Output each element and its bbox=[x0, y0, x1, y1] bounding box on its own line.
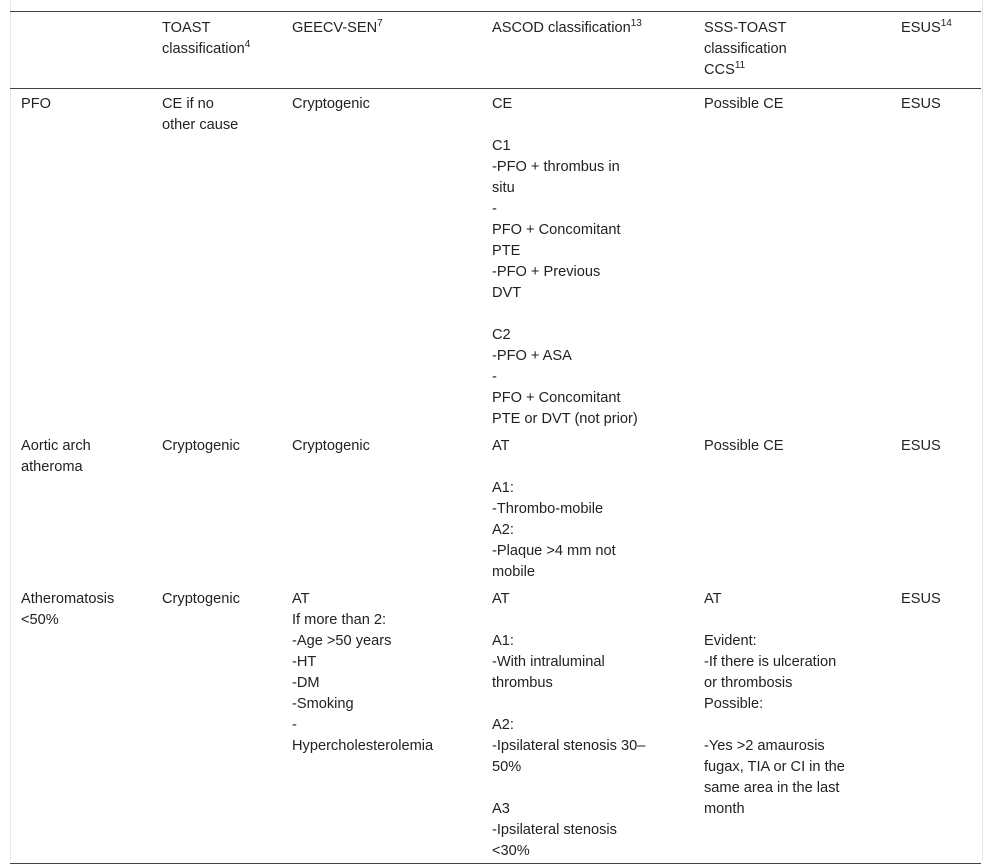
cell-condition: Atheromatosis <50% bbox=[21, 591, 115, 628]
header-toast: TOAST classification$^4$ bbox=[162, 20, 251, 57]
table-row-pfo bbox=[10, 89, 981, 432]
cell-ssstoast: Possible CE bbox=[704, 438, 784, 454]
header-ascod: ASCOD classification$^{13}$ bbox=[492, 18, 642, 36]
header-condition bbox=[10, 12, 151, 89]
header-esus: ESUS$^{14}$ bbox=[901, 18, 952, 36]
table-body bbox=[10, 89, 981, 864]
cell-condition: PFO bbox=[21, 96, 51, 112]
cell-condition: Aortic arch atheroma bbox=[21, 438, 91, 475]
table-row-aortic-arch bbox=[10, 431, 981, 584]
cell-esus: ESUS bbox=[901, 591, 941, 607]
cell-ascod: AT A1: -With intraluminal thrombus A2: -Ipsilateral stenosis 30– 50% A3 -Ipsilateral stenosis <30% bbox=[492, 591, 646, 859]
cell-ascod: AT A1: -Thrombo-mobile A2: -Plaque >4 mm not mobile bbox=[492, 438, 616, 580]
cell-geecv: Cryptogenic bbox=[292, 438, 370, 454]
ascod-ref: 13 bbox=[630, 18, 642, 30]
cell-esus: ESUS bbox=[901, 438, 941, 454]
ssstoast-ref: 11 bbox=[734, 60, 746, 72]
header-ssstoast: SSS-TOAST classification CCS$^{11}$ bbox=[704, 20, 787, 78]
toast-ref: 4 bbox=[244, 39, 251, 51]
cell-ascod: CE C1 -PFO + thrombus in situ - PFO + Concomitant PTE -PFO + Previous DVT C2 -PFO + ASA - PFO + Concomitant PTE or DVT (not prior) bbox=[492, 96, 638, 427]
cell-toast: Cryptogenic bbox=[162, 591, 240, 607]
cell-esus: ESUS bbox=[901, 96, 941, 112]
header-row bbox=[10, 12, 981, 89]
header-geecv: GEECV-SEN$^7$ bbox=[292, 18, 383, 36]
cell-geecv: AT If more than 2: -Age >50 years -HT -DM -Smoking - Hypercholesterolemia bbox=[292, 591, 434, 754]
geecv-ref: 7 bbox=[377, 18, 383, 30]
cell-ssstoast: AT Evident: -If there is ulceration or thrombosis Possible: -Yes >2 amaurosis fugax, TIA or CI in the same area in the last month bbox=[704, 591, 845, 817]
table-header bbox=[10, 12, 981, 89]
stroke-classification-table bbox=[10, 11, 981, 864]
esus-ref: 14 bbox=[940, 18, 952, 30]
cell-ssstoast: Possible CE bbox=[704, 96, 784, 112]
cell-geecv: Cryptogenic bbox=[292, 96, 370, 112]
cell-toast: Cryptogenic bbox=[162, 438, 240, 454]
cell-toast: CE if no other cause bbox=[162, 96, 239, 133]
table-row-atheromatosis bbox=[10, 584, 981, 864]
